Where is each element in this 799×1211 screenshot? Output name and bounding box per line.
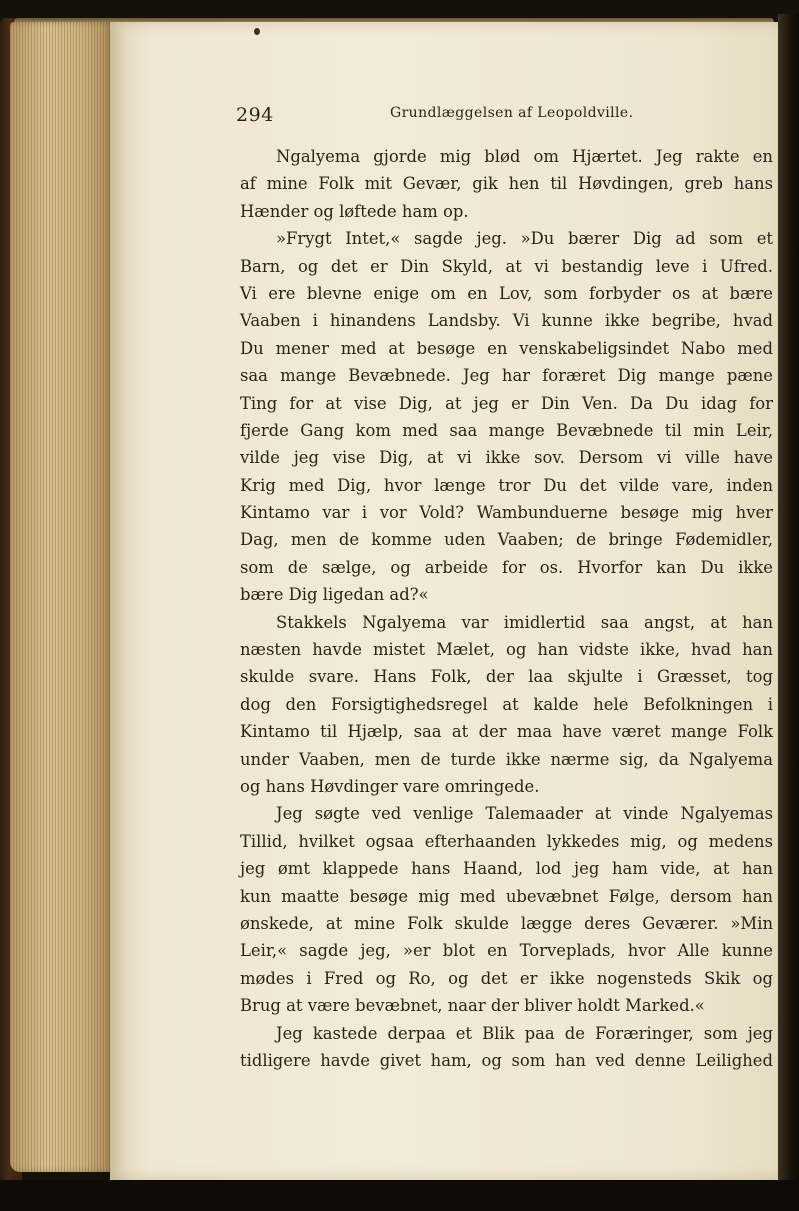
- text-line: Barn, og det er Din Skyld, at vi bestandig leve i Ufred.: [240, 256, 773, 276]
- text-line: jeg ømt klappede hans Haand, lod jeg ham vide, at han: [240, 859, 773, 879]
- ink-dot: [254, 28, 260, 35]
- text-line: Stakkels Ngalyema var imidlertid saa angst, at han: [276, 612, 773, 632]
- text-line: Kintamo var i vor Vold? Wambunduerne besøge mig hver: [240, 503, 773, 523]
- page-number: 294: [236, 104, 274, 126]
- text-line: Vi ere blevne enige om en Lov, som forbyder os at bære: [240, 283, 773, 303]
- text-line: Hænder og løftede ham op.: [240, 201, 469, 221]
- text-line: Jeg søgte ved venlige Talemaader at vinde Ngalyemas: [276, 804, 773, 824]
- text-line: og hans Høvdinger vare omringede.: [240, 776, 540, 796]
- text-line: ønskede, at mine Folk skulde lægge deres Geværer. »Min: [240, 913, 773, 933]
- text-line: fjerde Gang kom med saa mange Bevæbnede til min Leir,: [240, 420, 773, 440]
- text-line: Dag, men de komme uden Vaaben; de bringe Fødemidler,: [240, 530, 773, 550]
- scan-bottom-border: [0, 1180, 799, 1211]
- text-line: under Vaaben, men de turde ikke nærme sig, da Ngalyema: [240, 749, 773, 769]
- text-line: dog den Forsigtighedsregel at kalde hele Befolkningen i: [240, 694, 773, 714]
- text-line: af mine Folk mit Gevær, gik hen til Høvdingen, greb hans: [240, 174, 773, 194]
- text-line: Ngalyema gjorde mig blød om Hjærtet. Jeg rakte en: [276, 147, 773, 166]
- text-line: Krig med Dig, hvor længe tror Du det vilde vare, inden: [240, 475, 773, 495]
- text-line: tidligere havde givet ham, og som han ved denne Leilighed: [240, 1050, 773, 1070]
- text-line: »Frygt Intet,« sagde jeg. »Du bærer Dig ad som et: [276, 229, 773, 249]
- text-line: Kintamo til Hjælp, saa at der maa have været mange Folk: [240, 722, 773, 742]
- text-line: som de sælge, og arbeide for os. Hvorfor kan Du ikke: [240, 557, 773, 577]
- text-line: vilde jeg vise Dig, at vi ikke sov. Dersom vi ville have: [240, 448, 773, 468]
- page-block-fore-edge: [10, 22, 114, 1172]
- text-line: kun maatte besøge mig med ubevæbnet Følge, dersom han: [240, 886, 773, 906]
- running-head: Grundlæggelsen af Leopoldville.: [390, 105, 634, 121]
- text-line: Ting for at vise Dig, at jeg er Din Ven. Da Du idag for: [240, 393, 773, 413]
- text-line: bære Dig ligedan ad?«: [240, 585, 429, 605]
- text-line: mødes i Fred og Ro, og det er ikke nogensteds Skik og: [240, 968, 773, 988]
- text-line: Jeg kastede derpaa et Blik paa de Foræringer, som jeg: [276, 1023, 773, 1043]
- text-line: Tillid, hvilket ogsaa efterhaanden lykkedes mig, og medens: [240, 831, 773, 851]
- text-line: saa mange Bevæbnede. Jeg har foræret Dig mange pæne: [240, 366, 773, 386]
- text-line: næsten havde mistet Mælet, og han vidste ikke, hvad han: [240, 640, 773, 660]
- text-line: Brug at være bevæbnet, naar der bliver holdt Marked.«: [240, 996, 705, 1016]
- text-line: skulde svare. Hans Folk, der laa skjulte i Græsset, tog: [240, 667, 773, 687]
- text-line: Leir,« sagde jeg, »er blot en Torveplads, hvor Alle kunne: [240, 941, 773, 961]
- text-line: Vaaben i hinandens Landsby. Vi kunne ikke begribe, hvad: [240, 311, 773, 331]
- binding-edge: [778, 14, 799, 1194]
- text-line: Du mener med at besøge en venskabeligsindet Nabo med: [240, 338, 773, 358]
- body-text: [240, 143, 773, 1074]
